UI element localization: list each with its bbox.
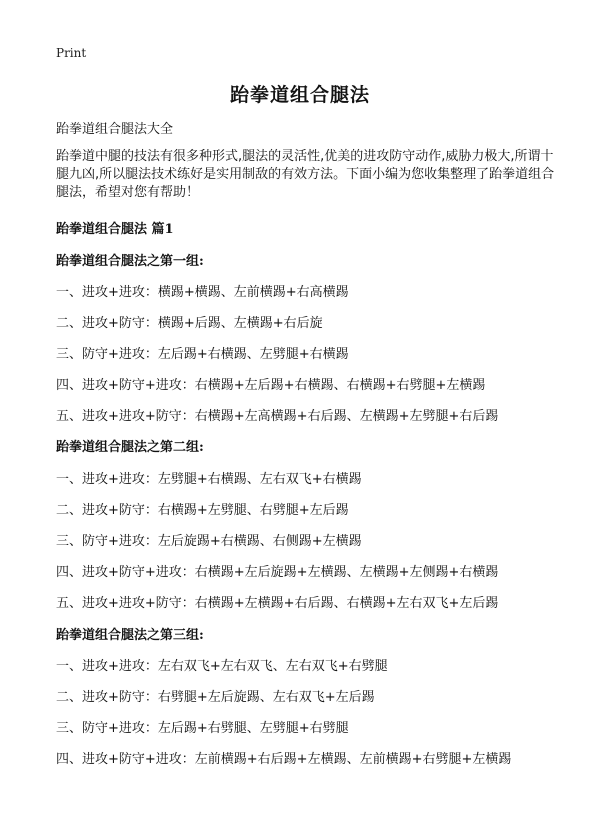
list-item: 五、进攻+进攻+防守：右横踢+左横踢+右后踢、右横踢+左右双飞+左后踢	[56, 596, 499, 611]
list-item: 一、进攻+进攻：左右双飞+左右双飞、左右双飞+右劈腿	[56, 659, 388, 674]
list-item: 一、进攻+进攻：横踢+横踢、左前横踢+右高横踢	[56, 285, 349, 300]
group-heading: 跆拳道组合腿法之第二组:	[56, 440, 204, 455]
list-item: 四、进攻+防守+进攻：右横踢+左后旋踢+左横踢、左横踢+左侧踢+右横踢	[56, 565, 499, 580]
list-item: 二、进攻+防守：横踢+后踢、左横踢+右后旋	[56, 316, 323, 331]
list-item: 二、进攻+防守：右劈腿+左后旋踢、左右双飞+左后踢	[56, 690, 375, 705]
list-item: 三、防守+进攻：左后旋踢+右横踢、右侧踢+左横踢	[56, 534, 362, 549]
document-subtitle: 跆拳道组合腿法大全	[56, 122, 174, 137]
list-item: 五、进攻+进攻+防守：右横踢+左高横踢+右后踢、左横踢+左劈腿+右后踢	[56, 409, 499, 424]
list-item: 四、进攻+防守+进攻：左前横踢+右后踢+左横踢、左前横踢+右劈腿+左横踢	[56, 752, 512, 767]
intro-paragraph: 跆拳道中腿的技法有很多种形式,腿法的灵活性,优美的进攻防守动作,威胁力极大,所谓十腿九凶,所以腿法技术练好是实用制敌的有效方法。下面小编为您收集整理了跆拳道组合腿法，希望对您有帮助！	[56, 149, 555, 200]
group-heading: 跆拳道组合腿法之第一组:	[56, 254, 204, 269]
list-item: 三、防守+进攻：左后踢+右横踢、左劈腿+右横踢	[56, 347, 349, 362]
list-item: 四、进攻+防守+进攻：右横踢+左后踢+右横踢、右横踢+右劈腿+左横踢	[56, 378, 486, 393]
print-link[interactable]: Print	[56, 46, 87, 60]
list-item: 一、进攻+进攻：左劈腿+右横踢、左右双飞+右横踢	[56, 472, 362, 487]
section-heading: 跆拳道组合腿法 篇1	[56, 222, 174, 237]
page-title: 跆拳道组合腿法	[229, 84, 370, 106]
group-heading: 跆拳道组合腿法之第三组:	[56, 628, 204, 643]
list-item: 三、防守+进攻：左后踢+右劈腿、左劈腿+右劈腿	[56, 721, 349, 736]
list-item: 二、进攻+防守：右横踢+左劈腿、右劈腿+左后踢	[56, 503, 349, 518]
